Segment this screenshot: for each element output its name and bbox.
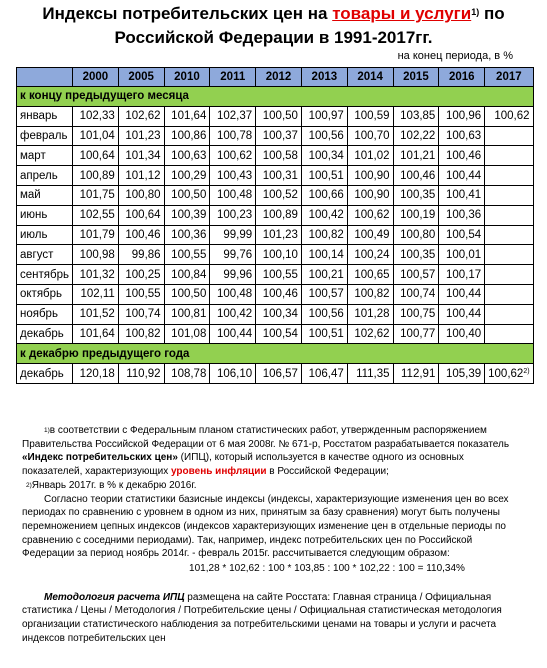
index-value-cell: 100,42	[301, 205, 347, 225]
index-value-cell: 102,55	[72, 205, 118, 225]
month-label: июль	[17, 225, 73, 245]
index-value-cell: 100,98	[72, 245, 118, 265]
index-value-cell: 101,23	[256, 225, 302, 245]
index-value-cell: 99,96	[210, 265, 256, 285]
index-value-cell: 100,43	[210, 166, 256, 186]
index-value-cell: 100,78	[210, 126, 256, 146]
cpi-table	[16, 67, 534, 384]
theory-paragraph: Согласно теории статистики базисные индексы (индексы, характеризующие изменения цен во всех периодах по сравнению с уровнем в одном из них, принятым за базу сравнения) могут быть получены перемножением цепных индексов (индексов характеризующих изменение цен в отдельные периоды по сравнению с соседними периодами). Так, например, индекс потребительских цен по Российской Федерации за период ноябрь 2014г. - февраль 2015г. рассчитывается следующим образом:	[22, 493, 509, 560]
footnote-2-ref-mark: 2)	[523, 367, 530, 375]
table-row	[17, 126, 534, 146]
index-value-cell: 99,99	[210, 225, 256, 245]
index-value-cell	[485, 265, 533, 285]
index-value-cell: 101,34	[118, 146, 164, 166]
table-row	[17, 205, 534, 225]
section-label-annual: к декабрю предыдущего года	[17, 344, 534, 364]
month-label: март	[17, 146, 73, 166]
index-value-cell: 103,85	[393, 106, 439, 126]
table-row	[17, 284, 534, 304]
formula-example: 101,28 * 102,62 : 100 * 103,85 : 100 * 102,22 : 100 = 110,34%	[189, 563, 465, 575]
index-value-cell: 100,24	[347, 245, 393, 265]
title-part-2: по	[479, 4, 505, 23]
footnote-2-mark: 2)	[26, 481, 32, 489]
footnote-2	[22, 479, 522, 493]
month-label: август	[17, 245, 73, 265]
month-label: февраль	[17, 126, 73, 146]
index-value-cell: 100,29	[164, 166, 210, 186]
month-label: июнь	[17, 205, 73, 225]
index-value-cell: 100,34	[301, 146, 347, 166]
index-value-cell: 100,81	[164, 304, 210, 324]
index-value-cell	[485, 245, 533, 265]
title-footnote-mark: 1)	[471, 7, 480, 17]
index-value-cell: 100,89	[72, 166, 118, 186]
header-corner-cell	[17, 68, 73, 87]
footnote-1-text-c: в Российской Федерации;	[266, 466, 389, 478]
section-row-annual	[17, 344, 534, 364]
index-value-cell: 100,44	[439, 166, 485, 186]
index-value-cell: 100,31	[256, 166, 302, 186]
month-label: октябрь	[17, 284, 73, 304]
annual-index-value: 120,18	[79, 367, 115, 380]
index-value-cell: 100,57	[301, 284, 347, 304]
index-value-cell: 100,21	[301, 265, 347, 285]
index-value-cell: 100,70	[347, 126, 393, 146]
month-label: сентябрь	[17, 265, 73, 285]
month-label: декабрь	[17, 364, 73, 384]
annual-index-value: 111,35	[356, 367, 390, 380]
table-row	[17, 304, 534, 324]
index-value-cell: 101,64	[72, 324, 118, 344]
table-row	[17, 185, 534, 205]
index-value-cell: 100,80	[393, 225, 439, 245]
index-value-cell: 100,82	[347, 284, 393, 304]
annual-index-value: 108,78	[171, 367, 207, 380]
index-value-cell: 100,82	[118, 324, 164, 344]
index-value-cell: 100,66	[301, 185, 347, 205]
section-row-monthly	[17, 87, 534, 107]
index-value-cell: 100,01	[439, 245, 485, 265]
index-value-cell: 99,86	[118, 245, 164, 265]
annual-index-value: 106,47	[308, 367, 344, 380]
index-value-cell: 100,90	[347, 185, 393, 205]
footnote-1-mark: 1)	[44, 427, 50, 434]
december-annual-row	[17, 364, 534, 384]
annual-index-cell	[393, 364, 439, 384]
title-line-1	[0, 2, 547, 26]
annual-index-value: 106,57	[262, 367, 298, 380]
title-line-2: Российской Федерации в 1991-2017гг.	[114, 28, 433, 47]
year-header-2017: 2017	[485, 68, 533, 87]
index-value-cell: 100,19	[393, 205, 439, 225]
index-value-cell: 100,86	[164, 126, 210, 146]
index-value-cell: 100,44	[439, 304, 485, 324]
index-value-cell: 101,52	[72, 304, 118, 324]
index-value-cell: 100,35	[393, 185, 439, 205]
index-value-cell	[485, 185, 533, 205]
index-value-cell: 101,28	[347, 304, 393, 324]
table-row	[17, 265, 534, 285]
index-value-cell: 101,23	[118, 126, 164, 146]
month-label: ноябрь	[17, 304, 73, 324]
year-header-2000: 2000	[72, 68, 118, 87]
index-value-cell: 100,51	[301, 324, 347, 344]
year-header-2005: 2005	[118, 68, 164, 87]
index-value-cell: 100,65	[347, 265, 393, 285]
index-value-cell: 101,64	[164, 106, 210, 126]
index-value-cell: 100,51	[301, 166, 347, 186]
footnote-1-text-b: (ИПЦ), который используется в качестве одного из основных показателей, характеризующих	[22, 452, 464, 478]
annual-index-cell	[347, 364, 393, 384]
table-row	[17, 225, 534, 245]
annual-index-cell	[118, 364, 164, 384]
index-value-cell	[485, 205, 533, 225]
year-header-2015: 2015	[393, 68, 439, 87]
index-value-cell: 100,36	[164, 225, 210, 245]
index-value-cell: 100,10	[256, 245, 302, 265]
footnote-2-text: Январь 2017г. в % к декабрю 2016г.	[31, 479, 197, 491]
footnote-1-indicator-name: «Индекс потребительских цен»	[22, 452, 178, 464]
index-value-cell: 102,11	[72, 284, 118, 304]
index-value-cell: 100,50	[256, 106, 302, 126]
methodology-paragraph	[22, 591, 522, 646]
inflation-level-link[interactable]: уровень инфляции	[170, 466, 267, 478]
year-header-2016: 2016	[439, 68, 485, 87]
index-value-cell: 100,64	[118, 205, 164, 225]
footnotes	[22, 424, 522, 646]
index-value-cell	[485, 225, 533, 245]
title-highlight-link[interactable]: товары и услуги	[332, 4, 472, 23]
index-value-cell: 100,77	[393, 324, 439, 344]
year-header-2014: 2014	[347, 68, 393, 87]
section-label-monthly: к концу предыдущего месяца	[17, 87, 534, 107]
page-title	[0, 2, 547, 50]
index-value-cell	[485, 126, 533, 146]
index-value-cell: 100,48	[210, 284, 256, 304]
index-value-cell: 100,64	[72, 146, 118, 166]
table-body	[17, 87, 534, 384]
index-value-cell: 100,90	[347, 166, 393, 186]
annual-index-value: 100,62	[488, 367, 524, 380]
index-value-cell: 102,33	[72, 106, 118, 126]
index-value-cell: 100,41	[439, 185, 485, 205]
table-row	[17, 324, 534, 344]
index-value-cell: 100,58	[256, 146, 302, 166]
annual-index-cell	[210, 364, 256, 384]
index-value-cell: 100,82	[301, 225, 347, 245]
index-value-cell: 102,22	[393, 126, 439, 146]
index-value-cell: 100,40	[439, 324, 485, 344]
index-value-cell: 100,46	[118, 225, 164, 245]
table-row	[17, 146, 534, 166]
index-value-cell: 100,55	[164, 245, 210, 265]
index-value-cell: 100,46	[256, 284, 302, 304]
index-value-cell: 100,17	[439, 265, 485, 285]
index-value-cell: 100,44	[439, 284, 485, 304]
index-value-cell: 100,42	[210, 304, 256, 324]
index-value-cell: 102,62	[118, 106, 164, 126]
annual-index-cell	[439, 364, 485, 384]
table-row	[17, 166, 534, 186]
index-value-cell: 100,63	[164, 146, 210, 166]
index-value-cell: 100,62	[485, 106, 533, 126]
index-value-cell: 100,74	[393, 284, 439, 304]
index-value-cell: 100,46	[439, 146, 485, 166]
index-value-cell: 100,50	[164, 185, 210, 205]
index-value-cell: 102,62	[347, 324, 393, 344]
index-value-cell	[485, 146, 533, 166]
annual-index-value: 112,91	[401, 367, 436, 380]
index-value-cell: 100,62	[347, 205, 393, 225]
index-value-cell: 100,36	[439, 205, 485, 225]
index-value-cell: 100,44	[210, 324, 256, 344]
index-value-cell	[485, 284, 533, 304]
index-value-cell: 100,55	[118, 284, 164, 304]
unit-note: на конец периода, в %	[397, 50, 513, 62]
year-header-2010: 2010	[164, 68, 210, 87]
index-value-cell: 101,04	[72, 126, 118, 146]
index-value-cell: 101,02	[347, 146, 393, 166]
index-value-cell: 100,80	[118, 185, 164, 205]
index-value-cell: 101,79	[72, 225, 118, 245]
index-value-cell: 100,54	[256, 324, 302, 344]
year-header-row	[17, 68, 534, 87]
year-header-2013: 2013	[301, 68, 347, 87]
index-value-cell: 101,32	[72, 265, 118, 285]
index-value-cell: 100,56	[301, 304, 347, 324]
title-part-1: Индексы потребительских цен на	[42, 4, 333, 23]
index-value-cell: 100,59	[347, 106, 393, 126]
footnote-1	[22, 424, 522, 479]
index-value-cell: 100,57	[393, 265, 439, 285]
index-value-cell: 100,63	[439, 126, 485, 146]
index-value-cell: 100,74	[118, 304, 164, 324]
table-row	[17, 245, 534, 265]
index-value-cell	[485, 304, 533, 324]
index-value-cell: 101,08	[164, 324, 210, 344]
month-label: январь	[17, 106, 73, 126]
index-value-cell: 100,75	[393, 304, 439, 324]
index-value-cell: 100,96	[439, 106, 485, 126]
index-value-cell: 100,50	[164, 284, 210, 304]
annual-index-value: 110,92	[126, 367, 161, 380]
index-value-cell: 100,23	[210, 205, 256, 225]
index-value-cell: 100,39	[164, 205, 210, 225]
methodology-title: Методология расчета ИПЦ	[44, 591, 185, 603]
index-value-cell	[485, 166, 533, 186]
index-value-cell: 100,55	[256, 265, 302, 285]
index-value-cell: 102,37	[210, 106, 256, 126]
index-value-cell: 100,46	[393, 166, 439, 186]
index-value-cell: 100,52	[256, 185, 302, 205]
index-value-cell: 100,14	[301, 245, 347, 265]
index-value-cell: 100,62	[210, 146, 256, 166]
index-value-cell: 100,49	[347, 225, 393, 245]
annual-index-cell	[164, 364, 210, 384]
index-value-cell	[485, 324, 533, 344]
index-value-cell: 100,97	[301, 106, 347, 126]
index-value-cell: 100,35	[393, 245, 439, 265]
index-value-cell: 100,84	[164, 265, 210, 285]
annual-index-cell	[72, 364, 118, 384]
index-value-cell: 100,48	[210, 185, 256, 205]
index-value-cell: 101,75	[72, 185, 118, 205]
table-row	[17, 106, 534, 126]
index-value-cell: 100,37	[256, 126, 302, 146]
annual-index-cell	[485, 364, 533, 384]
annual-index-cell	[256, 364, 302, 384]
year-header-2011: 2011	[210, 68, 256, 87]
month-label: декабрь	[17, 324, 73, 344]
methodology-text: размещена на сайте Росстата: Главная страница / Официальная статистика / Цены / Методология / Потребительские цены / Официальная статистическая методология организации статистического наблюдения за потребительскими ценами на товары и услуги и расчета индексов потребительских цен	[22, 591, 502, 644]
month-label: апрель	[17, 166, 73, 186]
index-value-cell: 100,25	[118, 265, 164, 285]
index-value-cell: 100,34	[256, 304, 302, 324]
index-value-cell: 101,12	[118, 166, 164, 186]
year-header-2012: 2012	[256, 68, 302, 87]
index-value-cell: 100,56	[301, 126, 347, 146]
month-label: май	[17, 185, 73, 205]
annual-index-value: 105,39	[445, 367, 482, 380]
annual-index-value: 106,10	[216, 367, 253, 380]
index-value-cell: 101,21	[393, 146, 439, 166]
annual-index-cell	[301, 364, 347, 384]
index-value-cell: 99,76	[210, 245, 256, 265]
footnote-1-text-a: в соответствии с Федеральным планом статистических работ, утвержденным распоряжением Правительства Российской Федерации от 6 мая 2008г. № 671-р, Росстатом разрабатывается показатель	[22, 425, 510, 450]
index-value-cell: 100,54	[439, 225, 485, 245]
index-value-cell: 100,89	[256, 205, 302, 225]
